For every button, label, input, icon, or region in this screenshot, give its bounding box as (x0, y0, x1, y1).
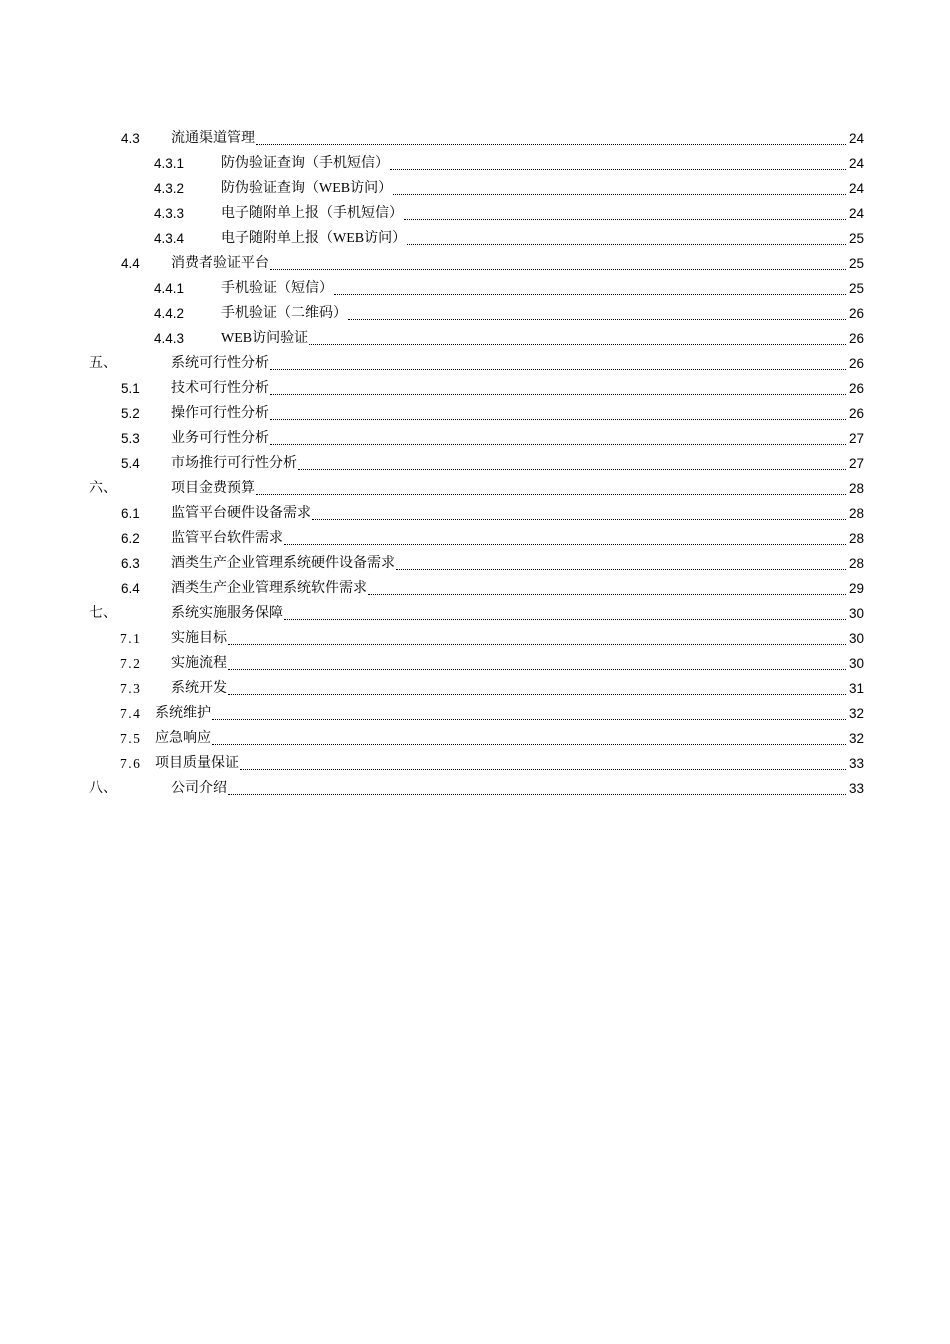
toc-entry-page: 32 (848, 706, 864, 721)
toc-entry-page: 31 (848, 681, 864, 696)
dot-leader (284, 526, 846, 551)
toc-entry-6-3[interactable] (0, 551, 950, 576)
toc-entry-leader (171, 501, 846, 526)
toc-entry-leader (221, 276, 846, 301)
toc-entry-number: 5.1 (121, 381, 140, 396)
toc-entry-number: 7.3 (120, 681, 142, 696)
toc-entry-title: 项目金费预算 (171, 481, 255, 496)
toc-entry-title: 电子随附单上报（手机短信） (221, 206, 403, 221)
toc-entry-4-3-1[interactable] (0, 151, 950, 176)
toc-entry-number: 4.4 (121, 256, 140, 271)
toc-entry-4-3-3[interactable] (0, 201, 950, 226)
toc-entry-leader (171, 626, 846, 651)
toc-entry-number: 六、 (89, 481, 117, 496)
toc-entry-leader (155, 701, 846, 726)
toc-entry-title: 流通渠道管理 (171, 131, 255, 146)
toc-entry-page: 27 (848, 431, 864, 446)
dot-leader (256, 126, 846, 151)
toc-entry-7-3[interactable] (0, 676, 950, 701)
toc-entry-leader (171, 401, 846, 426)
toc-entry-title: 监管平台软件需求 (171, 531, 283, 546)
toc-entry-page: 32 (848, 731, 864, 746)
toc-entry-title: 防伪验证查询（手机短信） (221, 156, 389, 171)
toc-entry-4-4-3[interactable] (0, 326, 950, 351)
toc-entry-number: 4.3.1 (154, 156, 185, 171)
dot-leader (334, 276, 846, 301)
toc-entry-number: 6.1 (121, 506, 140, 521)
toc-entry-title: 项目质量保证 (155, 756, 239, 771)
toc-entry-page: 24 (848, 181, 864, 196)
table-of-contents (0, 126, 950, 801)
dot-leader (393, 176, 846, 201)
toc-entry-title: 应急响应 (155, 731, 211, 746)
toc-entry-4-3-4[interactable] (0, 226, 950, 251)
toc-entry-page: 27 (848, 456, 864, 471)
toc-entry-leader (171, 651, 846, 676)
toc-entry-page: 28 (848, 531, 864, 546)
dot-leader (212, 726, 846, 751)
toc-entry-page: 25 (848, 281, 864, 296)
toc-entry-4-3[interactable] (0, 126, 950, 151)
toc-entry-chapter-5[interactable] (0, 351, 950, 376)
toc-entry-leader (171, 601, 846, 626)
dot-leader (240, 751, 846, 776)
dot-leader (228, 651, 846, 676)
toc-entry-title: 防伪验证查询（WEB访问） (221, 181, 393, 196)
toc-entry-page: 28 (848, 556, 864, 571)
toc-entry-leader (171, 476, 846, 501)
toc-entry-title: 电子随附单上报（WEB访问） (221, 231, 407, 246)
toc-entry-title: WEB访问验证 (221, 331, 309, 346)
toc-entry-5-1[interactable] (0, 376, 950, 401)
toc-entry-number: 五、 (89, 356, 117, 371)
dot-leader (368, 576, 846, 601)
toc-entry-page: 25 (848, 256, 864, 271)
dot-leader (228, 626, 846, 651)
toc-entry-leader (171, 376, 846, 401)
toc-entry-number: 4.3.4 (154, 231, 185, 246)
toc-entry-number: 4.4.2 (154, 306, 185, 321)
toc-entry-title: 系统实施服务保障 (171, 606, 283, 621)
toc-entry-6-2[interactable] (0, 526, 950, 551)
toc-entry-4-4-2[interactable] (0, 301, 950, 326)
toc-entry-4-4-1[interactable] (0, 276, 950, 301)
toc-entry-number: 4.4.1 (154, 281, 185, 296)
toc-entry-leader (171, 526, 846, 551)
toc-entry-title: 酒类生产企业管理系统硬件设备需求 (171, 556, 395, 571)
dot-leader (228, 776, 846, 801)
toc-entry-number: 7.2 (120, 656, 142, 671)
dot-leader (348, 301, 846, 326)
toc-entry-number: 5.2 (121, 406, 140, 421)
toc-entry-page: 33 (848, 756, 864, 771)
toc-entry-number: 7.6 (120, 756, 142, 771)
dot-leader (270, 376, 846, 401)
toc-entry-7-5[interactable] (0, 726, 950, 751)
toc-entry-4-4[interactable] (0, 251, 950, 276)
toc-entry-4-3-2[interactable] (0, 176, 950, 201)
toc-entry-number: 4.4.3 (154, 331, 185, 346)
toc-entry-title: 系统开发 (171, 681, 227, 696)
toc-entry-chapter-6[interactable] (0, 476, 950, 501)
toc-entry-5-2[interactable] (0, 401, 950, 426)
toc-entry-chapter-8[interactable] (0, 776, 950, 801)
toc-entry-page: 24 (848, 206, 864, 221)
toc-entry-page: 26 (848, 306, 864, 321)
toc-entry-page: 30 (848, 631, 864, 646)
toc-entry-chapter-7[interactable] (0, 601, 950, 626)
dot-leader (270, 426, 846, 451)
toc-entry-title: 消费者验证平台 (171, 256, 269, 271)
toc-entry-leader (171, 576, 846, 601)
toc-entry-leader (155, 726, 846, 751)
toc-entry-leader (221, 326, 846, 351)
toc-entry-number: 4.3.3 (154, 206, 185, 221)
toc-entry-leader (171, 451, 846, 476)
dot-leader (309, 326, 846, 351)
toc-entry-7-6[interactable] (0, 751, 950, 776)
toc-entry-6-1[interactable] (0, 501, 950, 526)
toc-entry-title: 业务可行性分析 (171, 431, 269, 446)
dot-leader (228, 676, 846, 701)
dot-leader (270, 251, 846, 276)
toc-entry-title: 实施流程 (171, 656, 227, 671)
dot-leader (298, 451, 846, 476)
toc-entry-leader (155, 751, 846, 776)
toc-entry-title: 酒类生产企业管理系统软件需求 (171, 581, 367, 596)
toc-entry-title: 手机验证（二维码） (221, 306, 347, 321)
toc-entry-number: 6.4 (121, 581, 140, 596)
dot-leader (312, 501, 846, 526)
toc-entry-title: 技术可行性分析 (171, 381, 269, 396)
toc-entry-page: 29 (848, 581, 864, 596)
toc-entry-number: 八、 (89, 781, 117, 796)
dot-leader (270, 401, 846, 426)
dot-leader (390, 151, 846, 176)
dot-leader (404, 201, 846, 226)
toc-entry-title: 公司介绍 (171, 781, 227, 796)
toc-entry-title: 实施目标 (171, 631, 227, 646)
toc-entry-leader (221, 301, 846, 326)
dot-leader (212, 701, 846, 726)
toc-entry-title: 市场推行可行性分析 (171, 456, 297, 471)
toc-entry-page: 25 (848, 231, 864, 246)
toc-entry-title: 手机验证（短信） (221, 281, 333, 296)
toc-entry-leader (171, 551, 846, 576)
toc-entry-page: 24 (848, 156, 864, 171)
toc-entry-7-2[interactable] (0, 651, 950, 676)
dot-leader (284, 601, 846, 626)
toc-entry-page: 26 (848, 381, 864, 396)
toc-entry-number: 6.3 (121, 556, 140, 571)
toc-entry-leader (221, 201, 846, 226)
toc-entry-number: 7.4 (120, 706, 142, 721)
toc-entry-leader (221, 151, 846, 176)
toc-entry-leader (171, 351, 846, 376)
toc-entry-leader (171, 676, 846, 701)
toc-entry-leader (171, 776, 846, 801)
toc-entry-number: 7.5 (120, 731, 142, 746)
toc-entry-page: 26 (848, 406, 864, 421)
toc-entry-number: 4.3.2 (154, 181, 185, 196)
toc-entry-number: 七、 (89, 606, 117, 621)
dot-leader (256, 476, 846, 501)
toc-entry-page: 30 (848, 606, 864, 621)
toc-entry-number: 4.3 (121, 131, 140, 146)
toc-entry-page: 24 (848, 131, 864, 146)
dot-leader (396, 551, 846, 576)
toc-entry-7-4[interactable] (0, 701, 950, 726)
toc-entry-title: 操作可行性分析 (171, 406, 269, 421)
toc-entry-title: 监管平台硬件设备需求 (171, 506, 311, 521)
toc-entry-number: 7.1 (120, 631, 142, 646)
toc-entry-5-4[interactable] (0, 451, 950, 476)
toc-entry-title: 系统维护 (155, 706, 211, 721)
toc-entry-number: 5.4 (121, 456, 140, 471)
toc-entry-7-1[interactable] (0, 626, 950, 651)
toc-entry-leader (221, 226, 846, 251)
toc-entry-leader (171, 126, 846, 151)
toc-entry-leader (171, 251, 846, 276)
toc-entry-page: 30 (848, 656, 864, 671)
toc-entry-page: 26 (848, 331, 864, 346)
toc-entry-page: 28 (848, 481, 864, 496)
toc-entry-number: 5.3 (121, 431, 140, 446)
toc-entry-5-3[interactable] (0, 426, 950, 451)
toc-entry-page: 26 (848, 356, 864, 371)
toc-entry-6-4[interactable] (0, 576, 950, 601)
toc-entry-page: 33 (848, 781, 864, 796)
toc-entry-title: 系统可行性分析 (171, 356, 269, 371)
dot-leader (407, 226, 846, 251)
toc-entry-page: 28 (848, 506, 864, 521)
toc-entry-leader (221, 176, 846, 201)
dot-leader (270, 351, 846, 376)
toc-entry-leader (171, 426, 846, 451)
toc-entry-number: 6.2 (121, 531, 140, 546)
